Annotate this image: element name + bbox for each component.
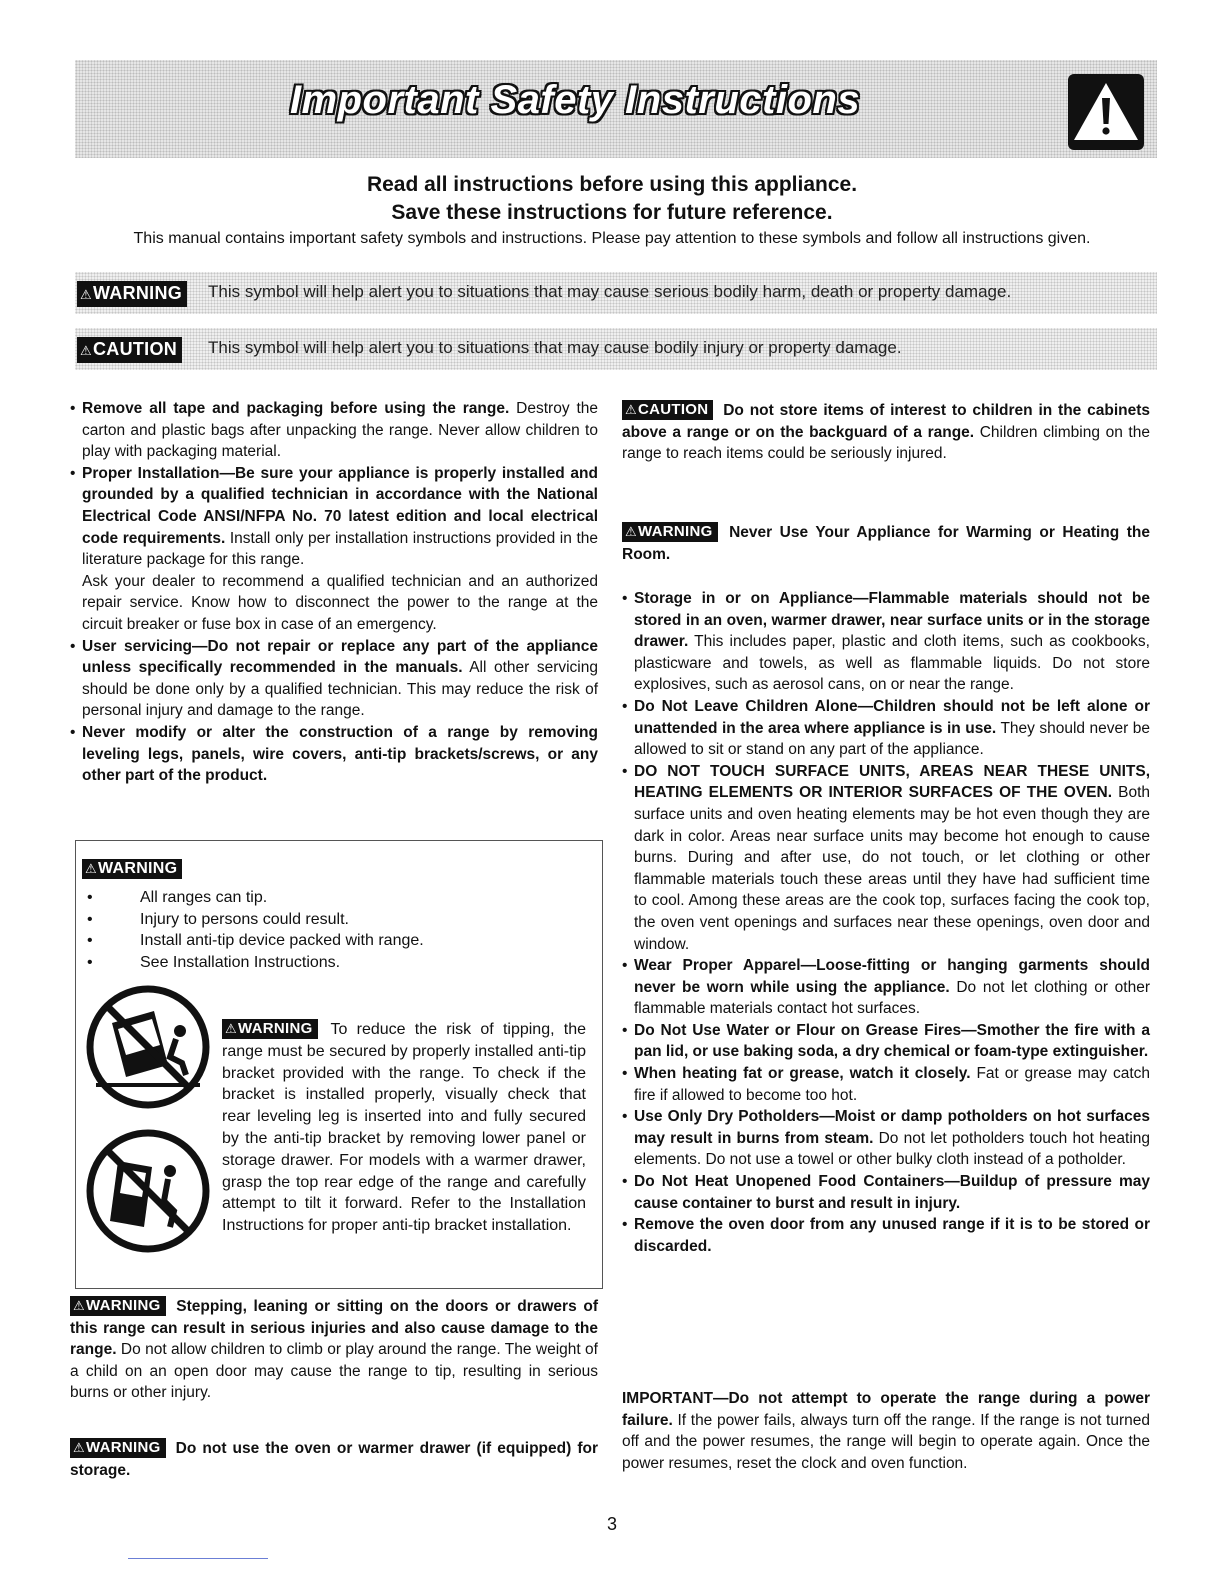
left-column (70, 398, 598, 787)
list-item: • Remove all tape and packaging before using the range. Destroy the carton and plastic bags after unpacking the range. Never allow children to play with packaging material. (70, 398, 598, 463)
list-item: • Do Not Use Water or Flour on Grease Fires—Smother the fire with a pan lid, or use baking soda, a dry chemical or foam-type extinguisher. (622, 1020, 1150, 1063)
intro-text: This manual contains important safety symbols and instructions. Please pay attention to these symbols and follow all instructions given. (133, 230, 1091, 247)
page-number: 3 (606, 1514, 617, 1534)
page-title: Important Safety Instructions (289, 78, 861, 122)
list-item: • Never modify or alter the construction of a range by removing leveling legs, panels, wire covers, anti-tip brackets/screws, or any other part of the product. (70, 722, 598, 787)
warning-tag: ⚠WARNING (70, 1296, 166, 1316)
list-item: • When heating fat or grease, watch it closely. Fat or grease may catch fire if allowed to become too hot. (622, 1063, 1150, 1106)
warning-tag: ⚠WARNING (222, 1019, 318, 1039)
subheading-save: Save these instructions for future reference. (391, 201, 833, 224)
caution-symbol-text: This symbol will help alert you to situations that may cause bodily injury or property damage. (208, 338, 902, 357)
list-item: • Wear Proper Apparel—Loose-fitting or hanging garments should never be worn while using the appliance. Do not let clothing or other flammable materials contact hot surfaces. (622, 955, 1150, 1020)
child-on-door-icon (82, 1127, 214, 1255)
list-item: • Do Not Leave Children Alone—Children should not be left alone or unattended in the area where appliance is in use. They should never be allowed to sit or stand on any part of the appliance. (622, 696, 1150, 761)
list-item: • Use Only Dry Potholders—Moist or damp potholders on hot surfaces may result in burns from steam. Do not let potholders touch hot heating elements. Do not use a towel or other bulky cloth instead of a potholder. (622, 1106, 1150, 1171)
list-item: • Install anti-tip device packed with range. (82, 930, 424, 952)
list-item-paragraph: Ask your dealer to recommend a qualified technician and an authorized repair service. Know how to disconnect the power to the range at the circuit breaker or fuse box in case of an emergency. (82, 572, 598, 633)
title-banner (75, 60, 1157, 158)
warning-symbol-text: This symbol will help alert you to situations that may cause serious bodily harm, death or property damage. (208, 282, 1012, 301)
anti-tip-list (82, 887, 424, 974)
list-item: • User servicing—Do not repair or replace any part of the appliance unless specifically recommended in the manuals. All other servicing should be done only by a qualified technician. This may reduce the risk of personal injury and damage to the range. (70, 636, 598, 722)
storage-warning: ⚠WARNING Do not use the oven or warmer drawer (if equipped) for storage. (70, 1439, 598, 1479)
list-item: • Remove the oven door from any unused range if it is to be stored or discarded. (622, 1214, 1150, 1257)
important-power-failure: IMPORTANT—Do not attempt to operate the range during a power failure. If the power fails, always turn off the range. If the range is not turned off and the power resumes, the range will begin to operate again. Once the power resumes, reset the clock and oven function. (622, 1390, 1150, 1472)
alert-triangle-icon: ⚠ (80, 287, 92, 302)
subheading-read: Read all instructions before using this appliance. (366, 173, 858, 196)
warning-tag: ⚠WARNING (70, 1438, 166, 1458)
list-item: • DO NOT TOUCH SURFACE UNITS, AREAS NEAR THESE UNITS, HEATING ELEMENTS OR INTERIOR SURFACES OF THE OVEN. Both surface units and oven heating elements may be hot even though they are dark in color. Areas near surface units may become hot enough to cause burns. During and after use, do not touch, or let clothing or other flammable materials touch these areas until they have had sufficient time to cool. Among these areas are the cook top, surfaces facing the cook top, the oven vent openings and surfaces near these openings, oven door and window. (622, 761, 1150, 955)
alert-triangle-icon: ⚠ (73, 1298, 85, 1313)
caution-symbol-strip (75, 328, 1157, 370)
list-item: • Proper Installation—Be sure your appliance is properly installed and grounded by a qualified technician in accordance with the National Electrical Code ANSI/NFPA No. 70 latest edition and local electrical code requirements. Install only per installation instructions provided in the literature package for this range. (70, 463, 598, 571)
warning-tag: ⚠WARNING (77, 281, 187, 307)
warning-heating-block: ⚠WARNING Never Use Your Appliance for Warming or Heating the Room. (622, 523, 1151, 563)
alert-triangle-icon: ⚠ (225, 1021, 237, 1036)
anti-tip-paragraph: ⚠WARNING To reduce the risk of tipping, the range must be secured by properly installed anti-tip bracket provided with the range. To check if the bracket is installed properly, visually check that rear leveling leg is inserted into and fully secured by the anti-tip bracket by removing lower panel or storage drawer. For models with a warmer drawer, grasp the top rear edge of the range and carefully attempt to tilt it forward. Refer to the Installation Instructions for proper anti-tip bracket installation. (222, 1020, 586, 1235)
warning-symbol-strip (75, 272, 1157, 314)
list-item: • Storage in or on Appliance—Flammable materials should not be stored in an oven, warmer drawer, near surface units or in the storage drawer. This includes paper, plastic and cloth items, such as cookbooks, plasticware and towels, as well as flammable liquids. Do not store explosives, such as aerosol cans, on or near the range. (622, 588, 1150, 696)
footer-rule (128, 1558, 268, 1559)
alert-triangle-icon: ⚠ (625, 402, 637, 417)
caution-children-block: ⚠CAUTION Do not store items of interest to children in the cabinets above a range or on the backguard of a range. Children climbing on the range to reach items could be seriously injured. (622, 401, 1150, 463)
range-tipping-icon (82, 983, 214, 1111)
alert-triangle-icon: ⚠ (625, 524, 637, 539)
stepping-warning: ⚠WARNING Stepping, leaning or sitting on the doors or drawers of this range can result in serious injuries and also cause damage to the range. Do not allow children to climb or play around the range. The weight of a child on an open door may cause the range to tip, resulting in serious burns or other injury. (70, 1297, 599, 1402)
right-bullet-list (622, 588, 1150, 1257)
caution-tag: ⚠CAUTION (77, 337, 182, 363)
alert-triangle-icon: ⚠ (73, 1440, 85, 1455)
list-item: • See Installation Instructions. (82, 952, 424, 974)
caution-tag: ⚠CAUTION (622, 400, 713, 420)
warning-tag: ⚠WARNING (82, 859, 182, 879)
anti-tip-warning-box (75, 840, 603, 1289)
warning-tag: ⚠WARNING (622, 522, 718, 542)
list-item: • All ranges can tip. (82, 887, 424, 909)
list-item: • Do Not Heat Unopened Food Containers—Buildup of pressure may cause container to burst and result in injury. (622, 1171, 1150, 1214)
warning-triangle-icon (1068, 74, 1144, 150)
alert-triangle-icon: ⚠ (80, 343, 92, 358)
alert-triangle-icon: ⚠ (85, 861, 97, 876)
list-item: • Injury to persons could result. (82, 909, 424, 931)
